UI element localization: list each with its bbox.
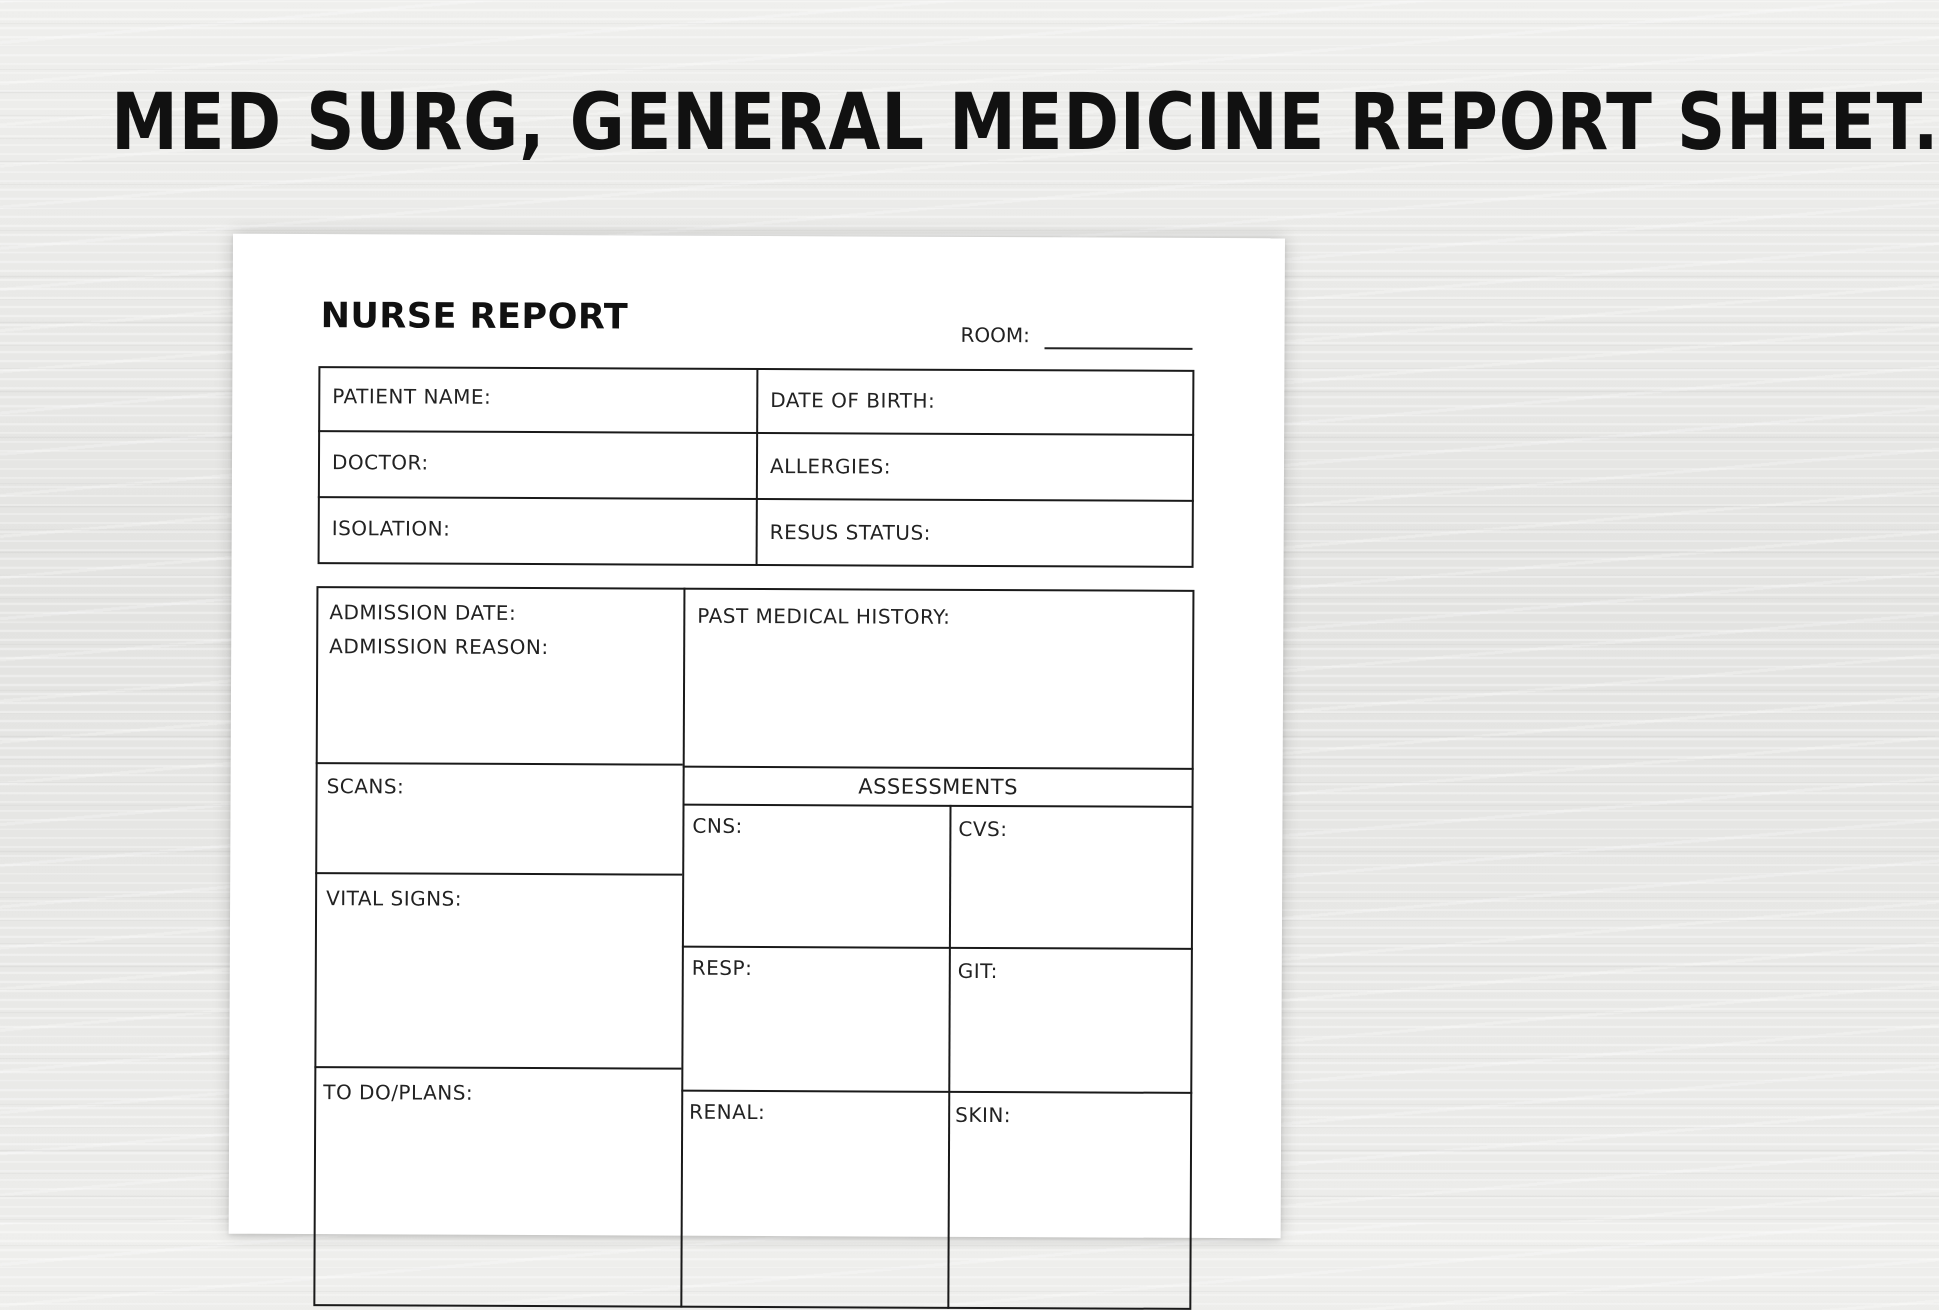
room-field[interactable]	[1045, 347, 1193, 350]
resp-field[interactable]: RESP:	[691, 955, 753, 980]
allergies-field[interactable]: ALLERGIES:	[769, 454, 892, 479]
report-sheet	[229, 234, 1285, 1239]
git-field[interactable]: GIT:	[957, 958, 999, 984]
banner-headline: MED SURG, GENERAL MEDICINE REPORT SHEET.	[111, 78, 1939, 168]
vital-signs-field[interactable]: VITAL SIGNS:	[326, 886, 463, 911]
assessments-heading: ASSESSMENTS	[858, 774, 1019, 800]
patient-name-field[interactable]: PATIENT NAME:	[332, 384, 492, 409]
doctor-field[interactable]: DOCTOR:	[331, 450, 429, 475]
skin-field[interactable]: SKIN:	[955, 1102, 1012, 1128]
room-label: ROOM:	[960, 322, 1030, 348]
cns-field[interactable]: CNS:	[692, 813, 743, 838]
renal-field[interactable]: RENAL:	[689, 1099, 766, 1125]
sheet-title: NURSE REPORT	[320, 296, 629, 338]
isolation-field[interactable]: ISOLATION:	[331, 516, 451, 541]
resus-status-field[interactable]: RESUS STATUS:	[769, 520, 931, 545]
admission-reason-field[interactable]: ADMISSION REASON:	[329, 634, 549, 660]
admission-date-field[interactable]: ADMISSION DATE:	[329, 600, 517, 625]
past-medical-history-field[interactable]: PAST MEDICAL HISTORY:	[697, 603, 951, 629]
date-of-birth-field[interactable]: DATE OF BIRTH:	[770, 388, 936, 413]
to-do-plans-field[interactable]: TO DO/PLANS:	[323, 1080, 474, 1105]
scans-field[interactable]: SCANS:	[326, 774, 405, 799]
cvs-field[interactable]: CVS:	[958, 816, 1008, 842]
